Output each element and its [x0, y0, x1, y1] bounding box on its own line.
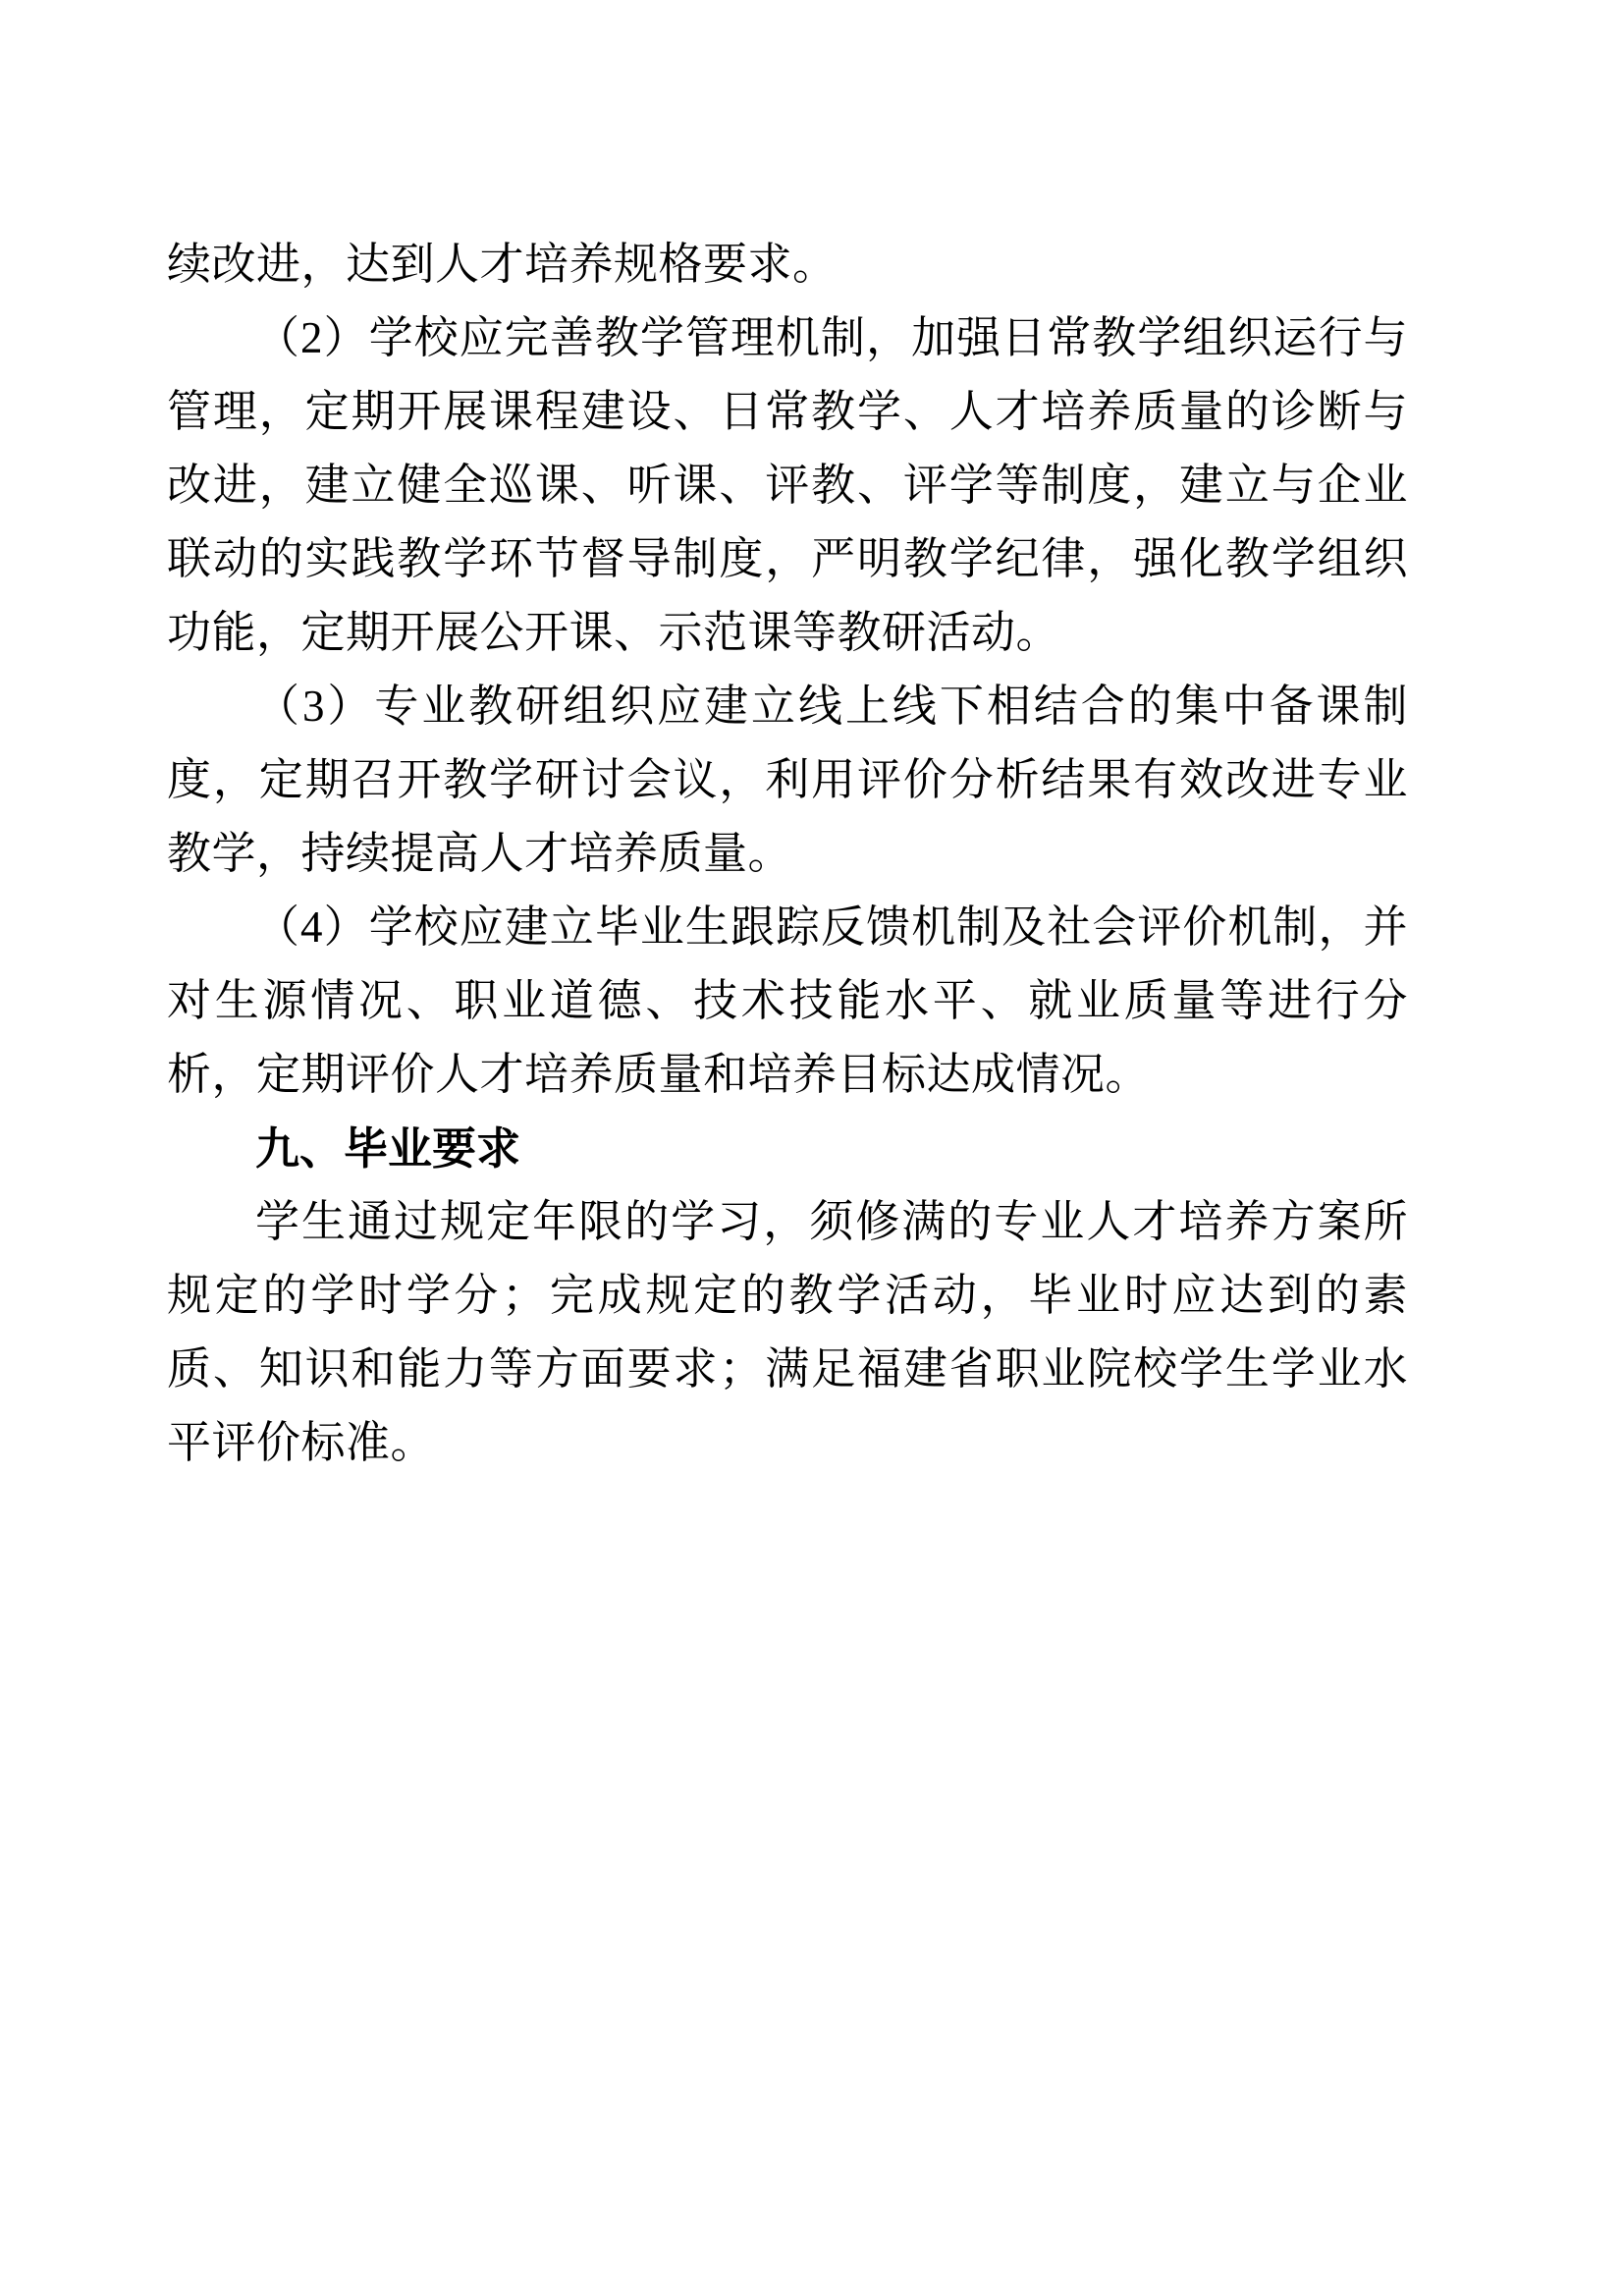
paragraph-continuation: 续改进，达到人才培养规格要求。: [167, 240, 838, 289]
section-heading-graduation-requirements: 九、毕业要求: [255, 1123, 521, 1174]
document-content: [167, 228, 1408, 1480]
paragraph-item-3: （3）专业教研组织应建立线上线下相结合的集中备课制度，定期召开教学研讨会议，利用评价分析结果有效改进专业教学，持续提高人才培养质量。: [167, 682, 1408, 878]
paragraph-item-2: （2）学校应完善教学管理机制，加强日常教学组织运行与管理，定期开展课程建设、日常教学、人才培养质量的诊断与改进，建立健全巡课、听课、评教、评学等制度，建立与企业联动的实践教学环节督导制度，严明教学纪律，强化教学组织功能，定期开展公开课、示范课等教研活动。: [167, 313, 1408, 657]
paragraph-graduation-requirements: 学生通过规定年限的学习，须修满的专业人才培养方案所规定的学时学分；完成规定的教学活动，毕业时应达到的素质、知识和能力等方面要求；满足福建省职业院校学生学业水平评价标准。: [167, 1197, 1408, 1467]
paragraph-item-4: （4）学校应建立毕业生跟踪反馈机制及社会评价机制，并对生源情况、职业道德、技术技能水平、就业质量等进行分析，定期评价人才培养质量和培养目标达成情况。: [167, 902, 1408, 1099]
